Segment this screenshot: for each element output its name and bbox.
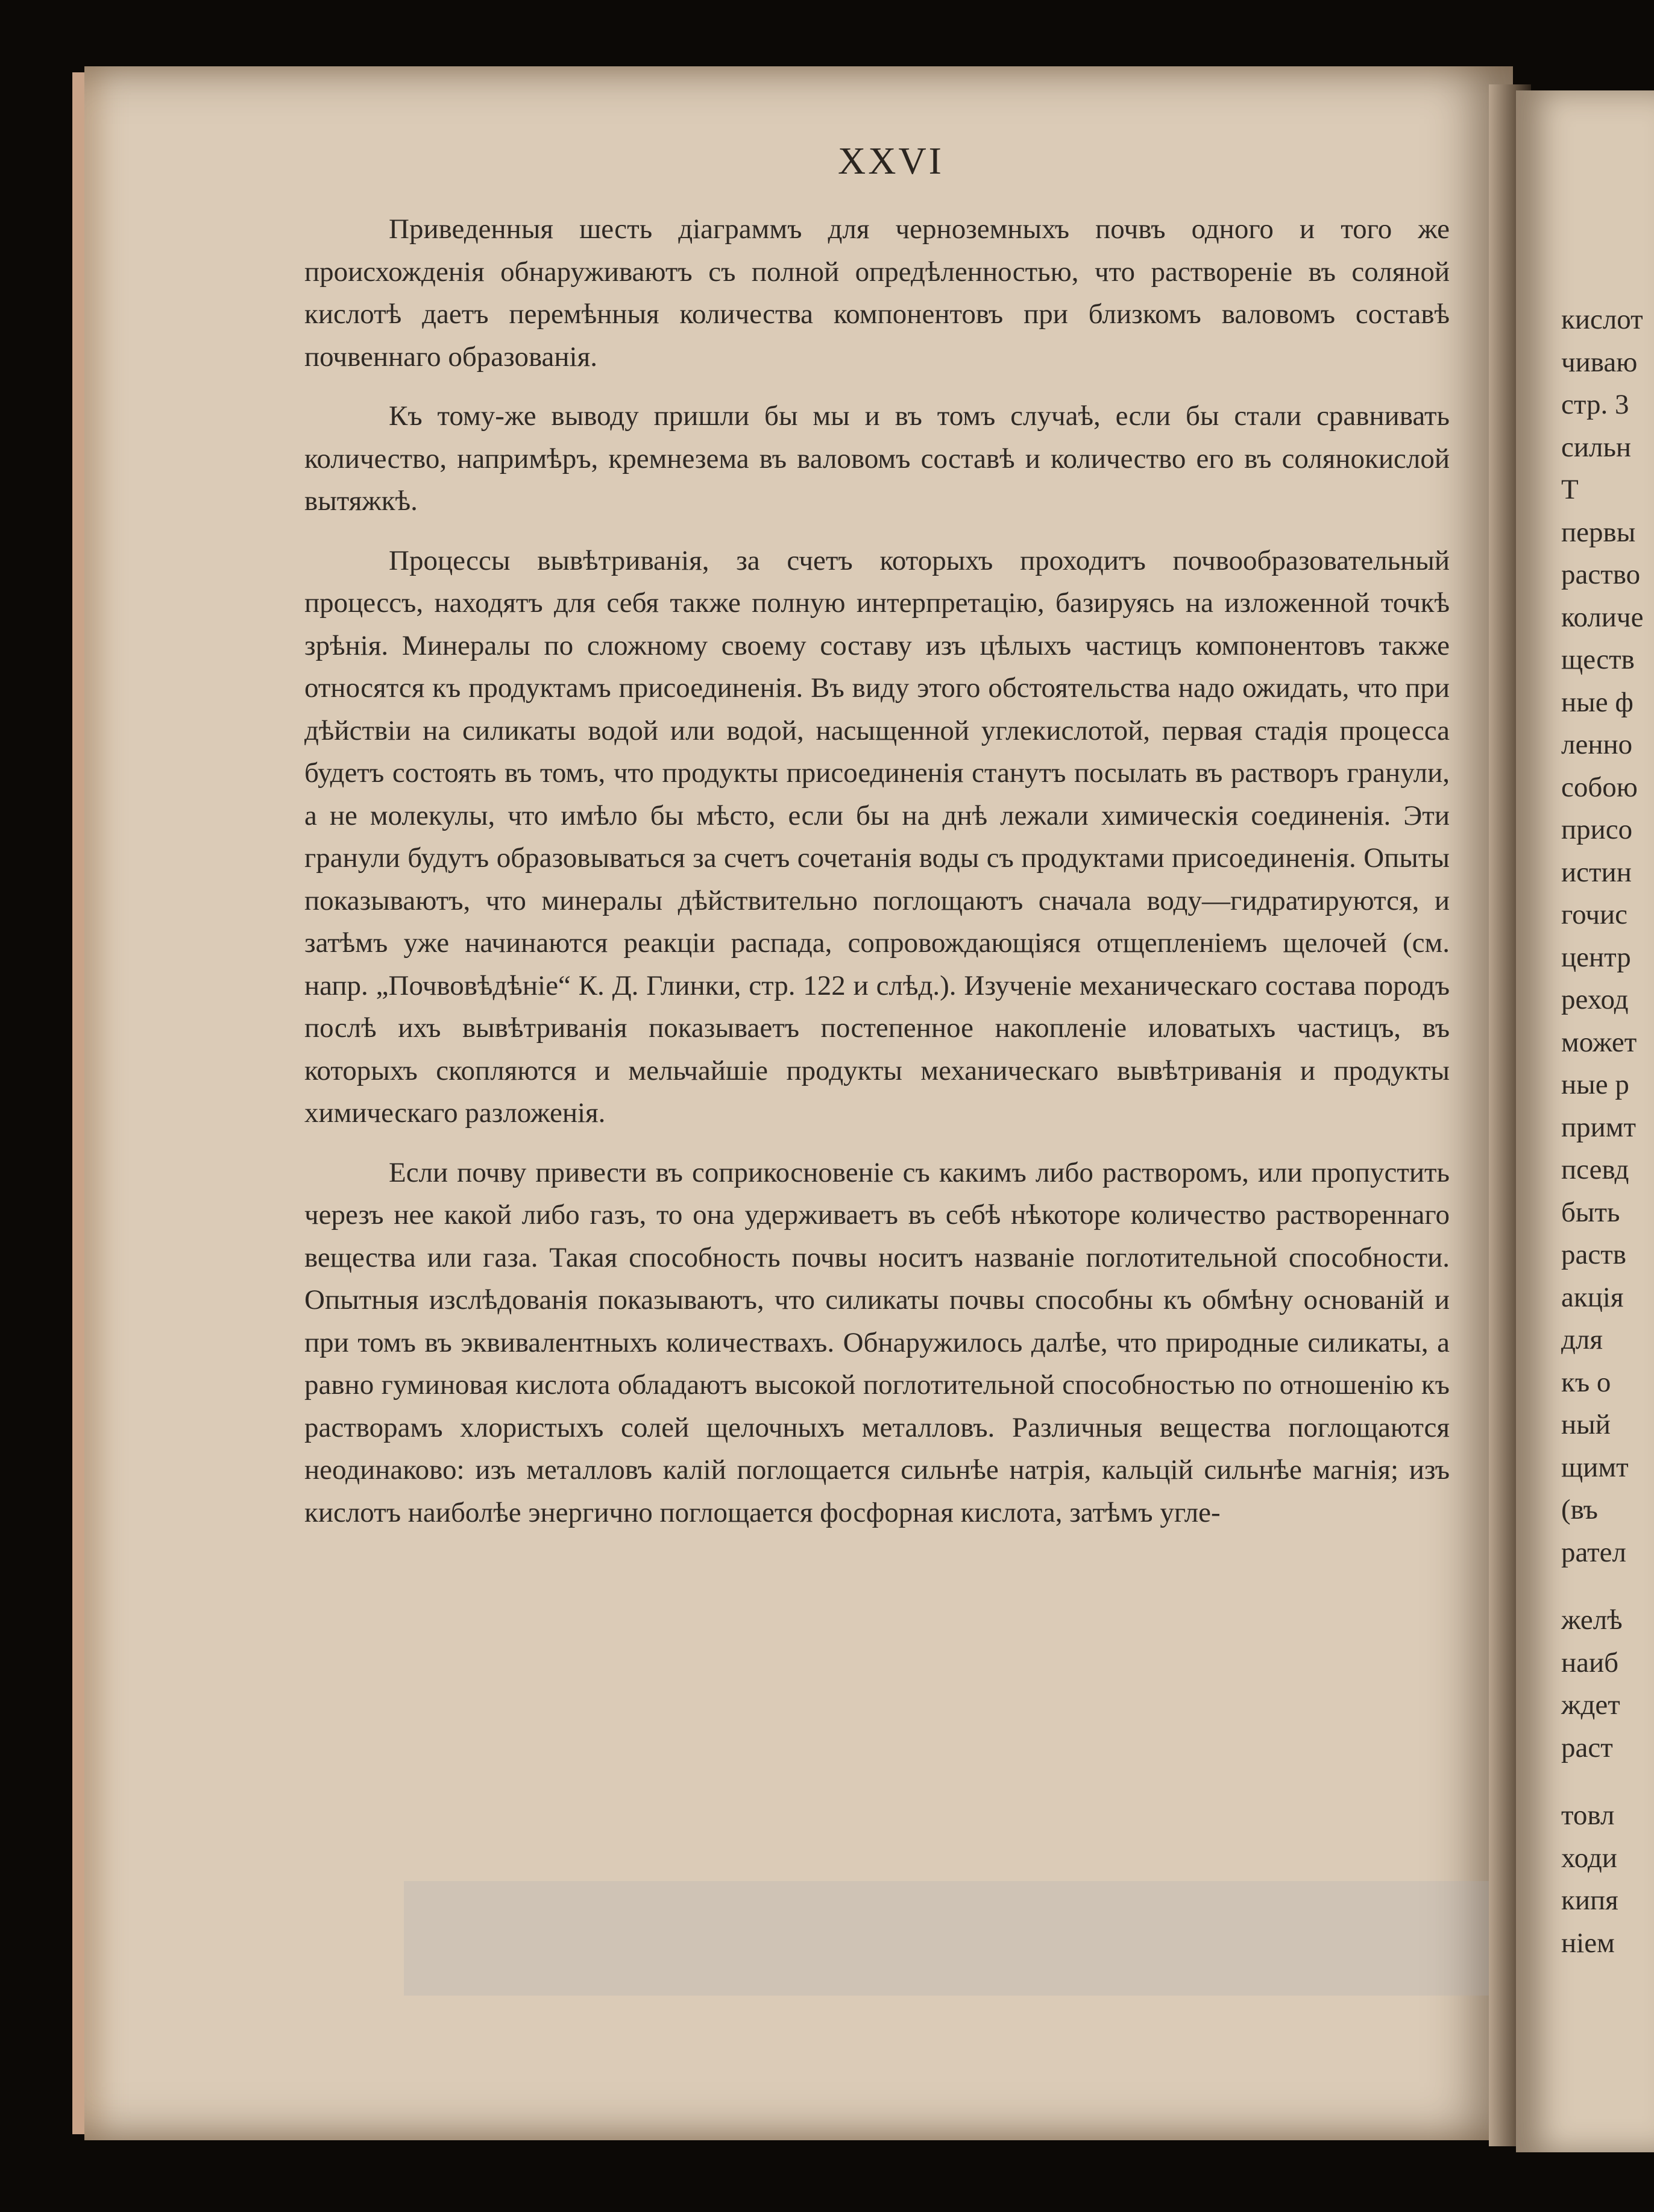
right-fragment-line: желѣ	[1561, 1604, 1623, 1636]
right-fragment-line: (въ	[1561, 1494, 1598, 1525]
bleed-through-band	[404, 1881, 1495, 1996]
right-fragment-line: может	[1561, 1026, 1637, 1058]
right-fragment-line: ные ф	[1561, 686, 1634, 718]
paragraph-2: Къ тому-же выводу пришли бы мы и въ томъ случаѣ, если бы стали сравнивать количество, напримѣръ, кремнезема въ валовомъ составѣ и количество его въ солянокислой вытяжкѣ.	[304, 400, 1450, 517]
right-fragment-line: кислот	[1561, 304, 1643, 335]
right-fragment-line: раств	[1561, 1239, 1626, 1270]
right-fragment-line: раство	[1561, 559, 1641, 590]
right-fragment-line: истин	[1561, 856, 1632, 888]
right-fragment-line: собою	[1561, 771, 1638, 803]
right-fragment-line: примт	[1561, 1111, 1637, 1143]
paragraph-3: Процессы вывѣтриванія, за счетъ которыхъ проходитъ почвообразовательный процессъ, находятъ для себя также полную интерпретацію, базируясь на изложенной точкѣ зрѣнія. Минералы по сложному своему составу изъ цѣлыхъ частицъ компонентовъ также относятся къ продуктамъ присоединенія. Въ виду этого обстоятельства надо ожидать, что при дѣйствіи на силикаты водой или водой, насыщенной углекислотой, первая стадія процесса будетъ состоять въ томъ, что продукты присоединенія станутъ посылать въ растворъ гранули, а не молекулы, что имѣло бы мѣсто, если бы на днѣ лежали химическія соединенія. Эти гранули будутъ образовываться за счетъ сочетанія воды съ продуктами присоединенія. Опыты показываютъ, что минералы дѣйствительно поглощаютъ сначала воду—гидратируются, и затѣмъ уже начинаются реакціи распада, сопровождающіяся отщепленіемъ щелочей (см. напр. „Почвовѣдѣніе“ К. Д. Глинки, стр. 122 и слѣд.). Изученіе механическаго состава породъ послѣ ихъ вывѣтриванія показываетъ постепенное накопленіе иловатыхъ частицъ, въ которыхъ скопляются и мельчайшіе продукты механическаго вывѣтриванія и продукты химическаго разложенія.	[304, 544, 1450, 1129]
right-fragment-line: быть	[1561, 1196, 1620, 1228]
right-fragment-line: рател	[1561, 1536, 1626, 1568]
paragraph-1: Приведенныя шесть діаграммъ для черноземныхъ почвъ одного и того же происхожденія обнаруживаютъ съ полной опредѣленностью, что раствореніе въ соляной кислотѣ даетъ перемѣнныя количества компонентовъ при близкомъ валовомъ составѣ почвеннаго образованія.	[304, 213, 1450, 373]
right-fragment-line: ніем	[1561, 1927, 1615, 1959]
right-fragment-line: къ о	[1561, 1366, 1611, 1398]
right-fragment-line: количе	[1561, 601, 1644, 633]
page-number: XXVI	[838, 139, 944, 182]
right-fragment-line: кипя	[1561, 1885, 1618, 1916]
right-fragment-line: ный	[1561, 1409, 1611, 1440]
right-fragment-line: ленно	[1561, 729, 1633, 760]
right-fragment-line: ходи	[1561, 1842, 1617, 1874]
right-fragment-line: первы	[1561, 516, 1636, 548]
right-fragment-line: сильн	[1561, 431, 1632, 463]
right-fragment-line	[1561, 1769, 1654, 1794]
right-fragment-line: реход	[1561, 984, 1629, 1015]
right-fragment-line: псевд	[1561, 1154, 1629, 1185]
right-fragment-line: наиб	[1561, 1646, 1619, 1678]
right-fragment-line: для	[1561, 1324, 1603, 1355]
body-text	[304, 208, 1450, 1551]
right-fragment-line: гочис	[1561, 899, 1628, 930]
right-fragment-line: центр	[1561, 941, 1631, 973]
right-fragment-line: ные р	[1561, 1069, 1629, 1100]
right-page	[1516, 90, 1654, 2152]
right-fragment-line: присо	[1561, 814, 1633, 845]
right-fragment-line: Т	[1561, 474, 1579, 505]
right-fragment-line: раст	[1561, 1731, 1613, 1763]
right-fragment-line: щимт	[1561, 1451, 1629, 1483]
right-page-fragments	[1561, 298, 1654, 1964]
right-fragment-line: чиваю	[1561, 346, 1638, 378]
right-fragment-line	[1561, 1574, 1654, 1599]
right-fragment-line: акція	[1561, 1281, 1624, 1313]
paragraph-4: Если почву привести въ соприкосновеніе съ какимъ либо растворомъ, или пропустить черезъ нее какой либо газъ, то она удерживаетъ въ себѣ нѣкоторе количество раствореннаго вещества или газа. Такая способность почвы носитъ названіе поглотительной способности. Опытныя изслѣдованія показываютъ, что силикаты почвы способны къ обмѣну основаній и при томъ въ эквивалентныхъ количествахъ. Обнаружилось далѣе, что природные силикаты, а равно гуминовая кислота обладаютъ высокой поглотительной способностью по отношенію къ растворамъ хлористыхъ солей щелочныхъ металловъ. Различныя вещества поглощаются неодинаково: изъ металловъ калій поглощается сильнѣе натрія, кальцій сильнѣе магнія; изъ кислотъ наиболѣе энергично поглощается фосфорная кислота, затѣмъ угле-	[304, 1156, 1450, 1528]
right-fragment-line: ждет	[1561, 1689, 1620, 1721]
right-fragment-line: ществ	[1561, 644, 1635, 675]
right-fragment-line: стр. 3	[1561, 389, 1629, 420]
right-fragment-line: товл	[1561, 1800, 1615, 1831]
